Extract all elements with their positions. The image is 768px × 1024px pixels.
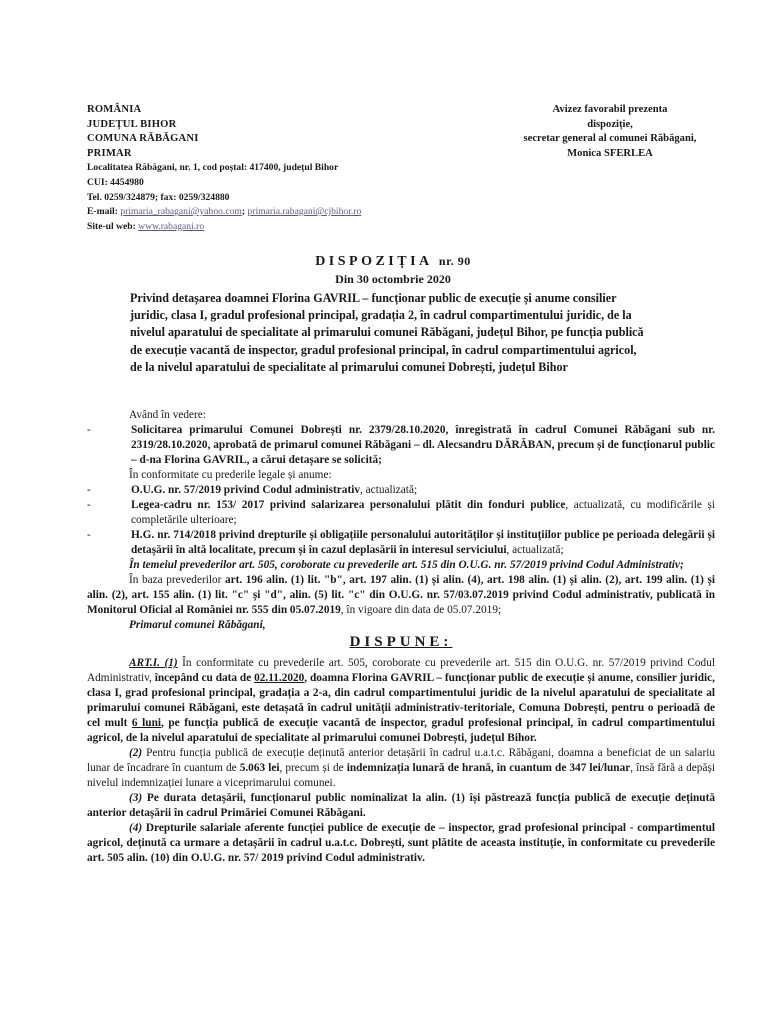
document-body — [87, 408, 715, 866]
preamble-item-request: - Solicitarea primarului Comunei Dobrești nr. 2379/28.10.2020, înregistrată în cadrul Comunei Răbăgani sub nr. 2319/28.10.2020, aprobată de primarul comunei Răbăgani – dl. Alecsandru DĂRĂBAN, precum și de funcționarul public – d-na Florina GAVRIL, a cărui detașare se solicită; — [87, 424, 715, 466]
header-address: Localitatea Răbăgani, nr. 1, cod poștal: 417400, județul Bihor — [87, 162, 339, 174]
web-label: Site-ul web: — [87, 220, 136, 232]
email-separator: ; — [241, 206, 246, 218]
header-commune: COMUNA RĂBĂGANI — [87, 133, 199, 145]
approval-line-3: secretar general al comunei Răbăgani, — [523, 133, 697, 145]
approval-note — [480, 103, 740, 161]
preamble-legal-intro: În conformitate cu prederile legale și anume: — [129, 469, 332, 481]
article-1-paragraph-2: (2) Pentru funcția publică de execuție deținută anterior detașării în cadrul u.a.t.c. Răbăgani, doamna a beneficiat de un salariu lunar de încadrare în cuantum de 5.063 lei, precum și de indemnizația lunară de hrană, în cuantum de 347 lei/lunar, însă fără a depăși nivelul indemnizației lunare a viceprimarului comunei. — [87, 747, 715, 789]
email-link-yahoo[interactable]: primaria_rabagani@yahoo.com — [120, 206, 242, 218]
title-number: nr. 90 — [438, 254, 471, 268]
header-county: JUDEȚUL BIHOR — [87, 118, 177, 130]
document-title — [128, 252, 658, 271]
preamble-item-oug: - O.U.G. nr. 57/2019 privind Codul administrativ, actualizată; — [87, 484, 418, 496]
preamble-item-hg: - H.G. nr. 714/2018 privind drepturile și obligațiile personalului autorităților și instituțiilor publice pe perioada delegării și detașării în altă localitate, precum și în cazul deplasării în interesul serviciului, actualizată; — [87, 529, 715, 556]
dispune-heading: DISPUNE: — [349, 634, 453, 650]
issuer-header — [87, 103, 507, 234]
email-label: E-mail: — [87, 206, 118, 218]
document-subject: Privind detașarea doamnei Florina GAVRIL – funcționar public de execuție și anume consilier juridic, clasa I, gradul profesional principal, gradația 2, în cadrul compartimentului juridic, de la nivelul aparatului de specialitate al primarului comunei Răbăgani, județul Bihor, pe funcția publică de execuție vacantă de inspector, gradul profesional principal, în cadrul compartimentului agricol, de la nivelul aparatului de specialitate al primarului comunei Dobrești, județul Bihor — [130, 291, 644, 374]
article-1-paragraph-4: (4) Drepturile salariale aferente funcției publice de execuție de – inspector, grad profesional principal - compartimentul agricol, deținută ca urmare a detașării în cadrul u.a.t.c. Dobrești, sunt plătite de aceasta instituție, în conformitate cu prevederile art. 505 alin. (10) din O.U.G. nr. 57/ 2019 privind Codul administrativ. — [87, 822, 715, 864]
preamble-mayor: Primarul comunei Răbăgani, — [129, 619, 266, 631]
header-country: ROMÂNIA — [87, 104, 142, 115]
article-1-paragraph-3: (3) Pe durata detașării, funcționarul public nominalizat la alin. (1) își păstrează funcția publică de execuție deținută anterior detașării în cadrul Primăriei Comunei Răbăgani. — [87, 792, 715, 819]
preamble-provisions: În baza prevederilor art. 196 alin. (1) lit. "b", art. 197 alin. (1) și alin. (4), art. 198 alin. (1) și alin. (2), art. 199 alin. (1) și alin. (2), art. 155 alin. (1) lit. "c" și "d", alin. (5) lit. "c" din O.U.G. nr. 57/03.07.2019 privind Codul administrativ, publicată în Monitorul Oficial al României nr. 555 din 05.07.2019, în vigoare din data de 05.07.2019; — [87, 574, 715, 616]
approval-line-1: Avizez favorabil prezenta — [552, 104, 668, 115]
preamble-item-law: - Legea-cadru nr. 153/ 2017 privind salarizarea personalului plătit din fonduri publice, actualizată, cu modificările și completările ulterioare; — [87, 499, 716, 526]
approval-signatory: Monica SFERLEA — [567, 147, 653, 159]
document-date: Din 30 octombrie 2020 — [335, 272, 451, 286]
header-email-row — [87, 205, 507, 220]
header-office: PRIMAR — [87, 147, 132, 159]
website-link[interactable]: www.rabagani.ro — [138, 220, 205, 232]
email-link-cjbihor[interactable]: primaria.rabagani@cjbihor.ro — [247, 206, 362, 218]
document-title-block — [128, 252, 658, 287]
header-phone: Tel. 0259/324879; fax: 0259/324880 — [87, 191, 230, 203]
title-word: DISPOZIȚIA — [315, 254, 432, 269]
preamble-legal-basis: În temeiul prevederilor art. 505, coroborate cu prevederile art. 515 din O.U.G. nr. 57/2019 privind Codul Administrativ; — [129, 559, 684, 571]
preamble-intro: Având în vedere: — [129, 409, 206, 421]
article-1-paragraph-1: ART.I. (1) În conformitate cu prevederile art. 505, coroborate cu prevederile art. 515 din O.U.G. nr. 57/2019 privind Codul Administrativ, începând cu data de 02.11.2020, doamna Florina GAVRIL – funcționar public de execuție și anume, consilier juridic, clasa I, grad profesional principal, gradația a 2-a, din cadrul compartimentului juridic de la nivelul aparatului de specialitate al primarului comunei Răbăgani, este detașată în cadrul unității administrativ-teritoriale, Comuna Dobrești, pentru o perioadă de cel mult 6 luni, pe funcția publică de execuție vacantă de inspector, gradul profesional principal, în cadrul compartimentului agricol, de la nivelul aparatului de specialitate al primarului comunei Dobrești, județul Bihor. — [87, 657, 715, 744]
header-cui: CUI: 4454980 — [87, 176, 144, 188]
header-web-row — [87, 220, 507, 235]
approval-line-2: dispoziție, — [587, 118, 633, 130]
